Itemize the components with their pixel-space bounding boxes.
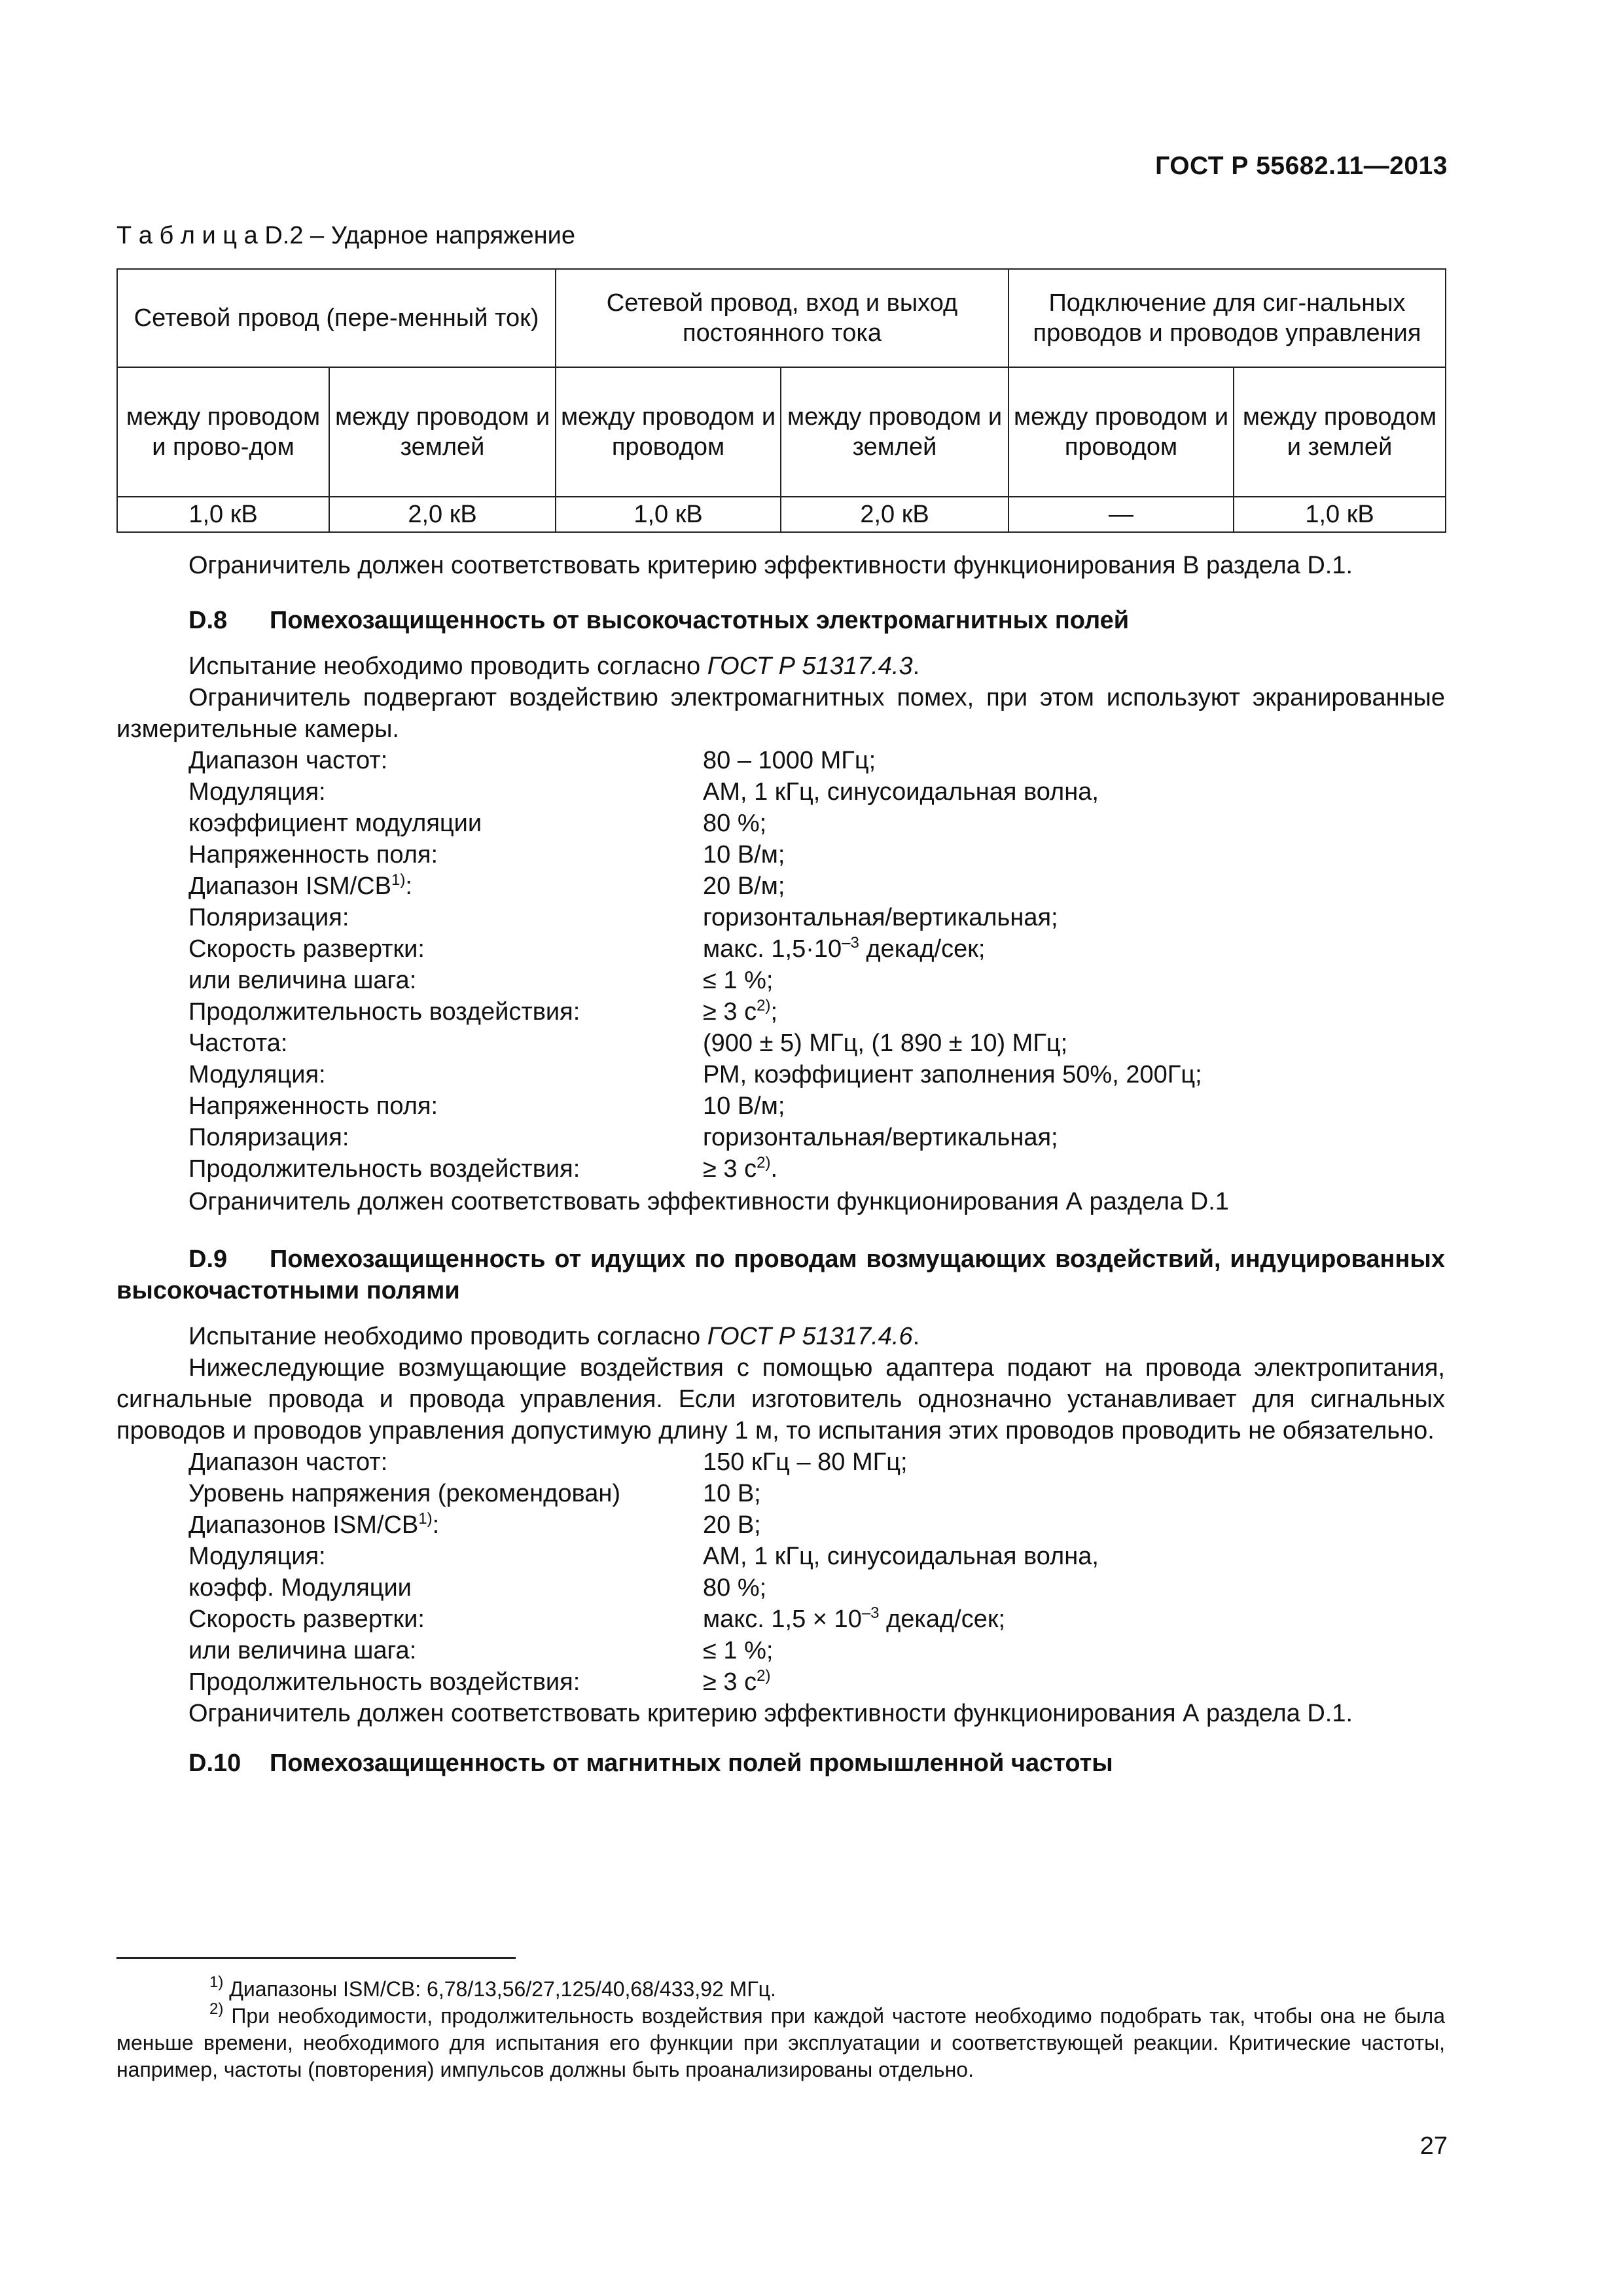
- table-subheader: между проводом и землей: [781, 367, 1008, 497]
- text-fragment: коэфф. Модуляции: [188, 1574, 412, 1602]
- text-fragment: Скорость развертки:: [188, 1605, 425, 1633]
- table-cell: —: [1008, 497, 1234, 532]
- description-paragraph: Ограничитель подвергают воздействию электромагнитных помех, при этом используют экранированные измерительные камеры.: [116, 684, 1445, 743]
- text-fragment: 10 В;: [703, 1480, 761, 1507]
- footnote-mark: 1): [209, 1973, 224, 1991]
- text-fragment: 10 В/м;: [703, 841, 785, 869]
- parameter-label: [188, 1090, 703, 1122]
- section-number: D.10: [188, 1749, 241, 1777]
- parameter-value: [703, 1028, 1067, 1059]
- text-fragment: 80 – 1000 МГц;: [703, 747, 876, 774]
- table-cell: 1,0 кВ: [1234, 497, 1446, 532]
- parameter-label: [188, 933, 703, 965]
- parameter-label: [188, 1059, 703, 1090]
- parameter-value: [703, 1666, 770, 1698]
- parameter-row: [188, 1666, 1445, 1698]
- text-fragment: Диапазон частот:: [188, 747, 388, 774]
- text-fragment: горизонтальная/вертикальная;: [703, 1124, 1058, 1151]
- parameter-row: [188, 870, 1445, 902]
- parameter-value: [703, 1604, 1005, 1635]
- parameter-label: [188, 870, 703, 902]
- parameter-value: [703, 1635, 773, 1666]
- text-fragment: Продолжительность воздействия:: [188, 1668, 580, 1696]
- test-standard-paragraph: Испытание необходимо проводить согласно ГОСТ Р 51317.4.3.: [188, 653, 920, 680]
- parameter-value: [703, 745, 876, 776]
- table-group-header: Сетевой провод (пере-менный ток): [117, 269, 556, 367]
- table-cell: 2,0 кВ: [781, 497, 1008, 532]
- text-fragment: ≥ 3 с: [703, 1155, 757, 1183]
- parameter-label: [188, 1604, 703, 1635]
- parameter-value: [703, 870, 785, 902]
- text-fragment: Продолжительность воздействия:: [188, 998, 580, 1026]
- text-fragment: Диапазонов ISM/CB: [188, 1511, 419, 1539]
- text-fragment: Напряженность поля:: [188, 1092, 438, 1120]
- parameter-value: [703, 1478, 761, 1509]
- text-fragment: 20 В;: [703, 1511, 761, 1539]
- footnote-mark: 2): [209, 2000, 224, 2018]
- parameter-value: [703, 1572, 766, 1604]
- section-number: D.9: [188, 1246, 228, 1273]
- text-fragment: :: [432, 1511, 440, 1539]
- parameter-row: [188, 1059, 1445, 1090]
- superscript: –3: [861, 1604, 880, 1622]
- parameter-row: [188, 1090, 1445, 1122]
- parameter-row: [188, 965, 1445, 996]
- table-subheader: между проводом и прово-дом: [117, 367, 329, 497]
- table-subheader: между проводом и проводом: [1008, 367, 1234, 497]
- test-text: Испытание необходимо проводить согласно: [188, 653, 707, 680]
- parameter-value: [703, 902, 1058, 933]
- document-header: ГОСТ Р 55682.11—2013: [1155, 152, 1448, 180]
- text-fragment: 10 В/м;: [703, 1092, 785, 1120]
- footnote-text: При необходимости, продолжительность воздействия при каждой частоте необходимо подобрать так, чтобы она не была меньше времени, необходимого для испытания его функции при эксплуатации и соответствующей реакции. Критические частоты, например, частоты (повторения) импульсов должны быть проанализированы отдельно.: [116, 2004, 1445, 2081]
- parameter-row: [188, 1635, 1445, 1666]
- parameter-row: [188, 1509, 1445, 1541]
- caption-prefix: Т а б л и ц а: [116, 222, 258, 249]
- text-fragment: ≥ 3 с: [703, 1668, 757, 1696]
- text-fragment: макс. 1,5·10: [703, 935, 842, 963]
- parameter-value: [703, 1059, 1202, 1090]
- table-group-header-row: [117, 269, 1446, 367]
- superscript: –3: [842, 934, 859, 952]
- superscript: 2): [757, 997, 771, 1014]
- text-fragment: декад/сек;: [879, 1605, 1006, 1633]
- text-fragment: Продолжительность воздействия:: [188, 1155, 580, 1183]
- section-title: Помехозащищенность от магнитных полей промышленной частоты: [270, 1749, 1113, 1777]
- parameter-value: [703, 1509, 761, 1541]
- table-cell: 1,0 кВ: [117, 497, 329, 532]
- parameter-label: [188, 1446, 703, 1478]
- table-subheader: между проводом и проводом: [556, 367, 781, 497]
- text-fragment: или величина шага:: [188, 967, 417, 994]
- text-fragment: Напряженность поля:: [188, 841, 438, 869]
- parameter-value: [703, 1122, 1058, 1153]
- parameter-value: [703, 1446, 908, 1478]
- text-fragment: Модуляция:: [188, 1061, 326, 1088]
- text-fragment: Поляризация:: [188, 904, 349, 931]
- parameter-value: [703, 776, 1099, 808]
- section-heading-d10: [116, 1748, 1445, 1779]
- d9-parameter-list: [188, 1446, 1445, 1698]
- main-content: [116, 220, 1445, 1779]
- footnote-2: [116, 2000, 1445, 2083]
- table-cell: 1,0 кВ: [556, 497, 781, 532]
- footnote-1: [116, 1973, 1445, 2003]
- text-fragment: Скорость развертки:: [188, 935, 425, 963]
- text-fragment: коэффициент модуляции: [188, 810, 482, 837]
- table-group-header: Подключение для сиг-нальных проводов и проводов управления: [1008, 269, 1446, 367]
- parameter-label: [188, 996, 703, 1028]
- table-subheader: между проводом и землей: [1234, 367, 1446, 497]
- text-fragment: горизонтальная/вертикальная;: [703, 904, 1058, 931]
- parameter-label: [188, 1509, 703, 1541]
- text-fragment: Диапазон частот:: [188, 1448, 388, 1476]
- superscript: 2): [757, 1667, 771, 1685]
- text-fragment: макс. 1,5 × 10: [703, 1605, 862, 1633]
- parameter-value: [703, 965, 773, 996]
- parameter-row: [188, 1153, 1445, 1185]
- parameter-label: [188, 965, 703, 996]
- text-fragment: Модуляция:: [188, 1543, 326, 1570]
- parameter-label: [188, 1572, 703, 1604]
- superscript: 2): [757, 1154, 771, 1172]
- text-fragment: Частота:: [188, 1030, 288, 1057]
- d8-parameter-list: [188, 745, 1445, 1185]
- parameter-label: [188, 1122, 703, 1153]
- test-standard-paragraph: Испытание необходимо проводить согласно ГОСТ Р 51317.4.6.: [188, 1323, 920, 1350]
- text-fragment: ≤ 1 %;: [703, 1637, 774, 1664]
- table-subheader-row: [117, 367, 1446, 497]
- parameter-row: [188, 1446, 1445, 1478]
- text-fragment: 20 В/м;: [703, 872, 785, 900]
- section-title: Помехозащищенность от высокочастотных электромагнитных полей: [270, 607, 1130, 634]
- text-fragment: (900 ± 5) МГц, (1 890 ± 10) МГц;: [703, 1030, 1068, 1057]
- text-fragment: 80 %;: [703, 810, 767, 837]
- parameter-value: [703, 808, 766, 839]
- standard-reference: ГОСТ Р 51317.4.3: [707, 653, 913, 680]
- parameter-value: [703, 839, 785, 870]
- table-cell: 2,0 кВ: [329, 497, 556, 532]
- text-fragment: Поляризация:: [188, 1124, 349, 1151]
- description-paragraph: Нижеследующие возмущающие воздействия с помощью адаптера подают на провода электропитания, сигнальные провода и провода управления. Если изготовитель однозначно устанавливает для сигнальных проводов и проводов управления допустимую длину 1 м, то испытания этих проводов проводить не обязательно.: [116, 1354, 1445, 1444]
- parameter-label: [188, 1478, 703, 1509]
- text-fragment: РМ, коэффициент заполнения 50%, 200Гц;: [703, 1061, 1202, 1088]
- parameter-row: [188, 1604, 1445, 1635]
- parameter-row: [188, 1541, 1445, 1572]
- footnote-separator: [116, 1957, 516, 1959]
- parameter-row: [188, 933, 1445, 965]
- footnote-ref: 1): [418, 1510, 433, 1528]
- text-fragment: ≤ 1 %;: [703, 967, 774, 994]
- after-table-paragraph: Ограничитель должен соответствовать критерию эффективности функционирования В раздела D.1.: [188, 552, 1353, 579]
- parameter-label: [188, 776, 703, 808]
- parameter-row: [188, 902, 1445, 933]
- parameter-value: [703, 996, 777, 1028]
- parameter-label: [188, 1028, 703, 1059]
- parameter-row: [188, 745, 1445, 776]
- footnotes: [116, 1957, 1445, 2083]
- footnote-text: Диапазоны ISM/CB: 6,78/13,56/27,125/40,68/433,92 МГц.: [223, 1977, 776, 2001]
- parameter-label: [188, 745, 703, 776]
- conclusion-paragraph: Ограничитель должен соответствовать критерию эффективности функционирования А раздела D.1.: [188, 1700, 1353, 1727]
- text-fragment: .: [770, 1155, 778, 1183]
- text-fragment: АМ, 1 кГц, синусоидальная волна,: [703, 1543, 1099, 1570]
- caption-title: D.2 – Ударное напряжение: [257, 222, 576, 249]
- text-fragment: Уровень напряжения (рекомендован): [188, 1480, 621, 1507]
- parameter-label: [188, 839, 703, 870]
- parameter-label: [188, 1153, 703, 1185]
- parameter-value: [703, 1541, 1099, 1572]
- text-fragment: ;: [770, 998, 778, 1026]
- footnote-ref: 1): [391, 871, 406, 889]
- text-fragment: или величина шага:: [188, 1637, 417, 1664]
- test-text: Испытание необходимо проводить согласно: [188, 1323, 707, 1350]
- table-row: [117, 497, 1446, 532]
- parameter-label: [188, 902, 703, 933]
- parameter-label: [188, 1666, 703, 1698]
- text-fragment: 150 кГц – 80 МГц;: [703, 1448, 908, 1476]
- parameter-value: [703, 1153, 777, 1185]
- parameter-row: [188, 1478, 1445, 1509]
- text-fragment: :: [405, 872, 412, 900]
- section-title: Помехозащищенность от идущих по проводам возмущающих воздействий, индуцированных высокочастотными полями: [116, 1246, 1445, 1304]
- section-number: D.8: [188, 607, 228, 634]
- text-fragment: 80 %;: [703, 1574, 767, 1602]
- section-heading-d9: [116, 1244, 1445, 1306]
- section-heading-d8: [116, 605, 1445, 636]
- parameter-row: [188, 1122, 1445, 1153]
- text-fragment: ≥ 3 с: [703, 998, 757, 1026]
- parameter-value: [703, 1090, 785, 1122]
- parameter-row: [188, 1028, 1445, 1059]
- standard-reference: ГОСТ Р 51317.4.6: [707, 1323, 913, 1350]
- text-fragment: декад/сек;: [859, 935, 986, 963]
- table-caption: [116, 220, 1445, 251]
- text-fragment: Диапазон ISM/CB: [188, 872, 391, 900]
- parameter-row: [188, 839, 1445, 870]
- parameter-label: [188, 1635, 703, 1666]
- parameter-row: [188, 996, 1445, 1028]
- page-number: 27: [1419, 2132, 1448, 2160]
- parameter-row: [188, 776, 1445, 808]
- conclusion-paragraph: Ограничитель должен соответствовать эффективности функционирования А раздела D.1: [188, 1188, 1229, 1215]
- impulse-voltage-table: [116, 268, 1446, 533]
- text-fragment: АМ, 1 кГц, синусоидальная волна,: [703, 778, 1099, 806]
- table-subheader: между проводом и землей: [329, 367, 556, 497]
- parameter-value: [703, 933, 985, 965]
- parameter-row: [188, 808, 1445, 839]
- parameter-label: [188, 808, 703, 839]
- parameter-label: [188, 1541, 703, 1572]
- parameter-row: [188, 1572, 1445, 1604]
- table-group-header: Сетевой провод, вход и выход постоянного тока: [556, 269, 1008, 367]
- text-fragment: Модуляция:: [188, 778, 326, 806]
